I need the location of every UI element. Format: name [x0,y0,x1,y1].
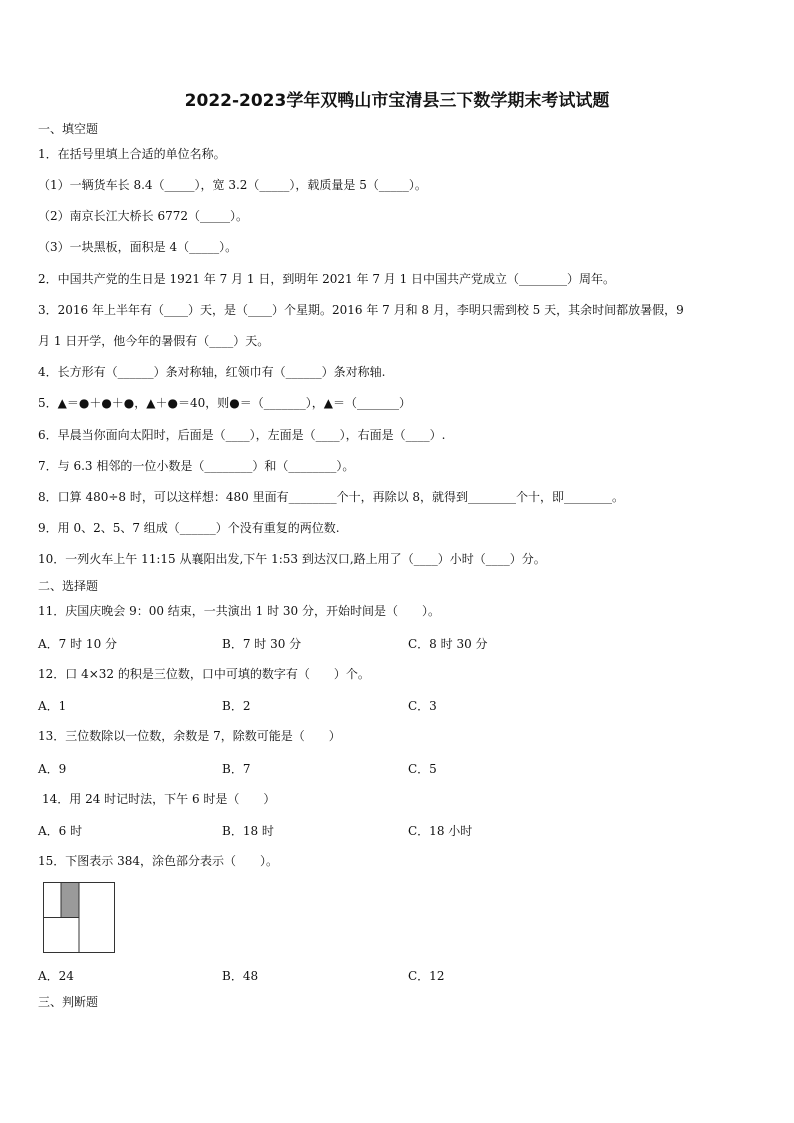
q12-option-b: B．2 [222,699,251,713]
q13-option-c: C．5 [408,762,437,776]
q15-option-c: C．12 [408,969,445,983]
q9: 9．用 0、2、5、7 组成（______）个没有重复的两位数. [38,521,340,535]
q15-option-b: B．48 [222,969,259,983]
section-true-false: 三、判断题 [38,995,99,1009]
q14-option-a: A．6 时 [38,824,83,838]
q10: 10．一列火车上午 11:15 从襄阳出发,下午 1:53 到达汉口,路上用了（____）小时（____）分。 [38,552,546,566]
q13-option-b: B．7 [222,762,251,776]
q7: 7．与 6.3 相邻的一位小数是（________）和（________）。 [38,459,355,473]
q15-stem: 15．下图表示 384，涂色部分表示（ ）。 [38,854,278,868]
q4: 4．长方形有（______）条对称轴，红领巾有（______）条对称轴. [38,365,386,379]
q12-stem: 12．口 4×32 的积是三位数，口中可填的数字有（ ）个。 [38,667,370,681]
q5: 5．▲＝●＋●＋●，▲＋●＝40，则●＝（_______），▲＝（_______） [38,396,411,410]
q1-part3: （3）一块黑板，面积是 4（_____）。 [38,240,238,254]
q13-option-a: A．9 [38,762,67,776]
section-choice: 二、选择题 [38,579,99,593]
q12-option-a: A．1 [38,699,67,713]
q12-option-c: C．3 [408,699,437,713]
section-fill-blank: 一、填空题 [38,122,99,136]
q11-option-c: C．8 时 30 分 [408,637,488,651]
q15-option-a: A．24 [38,969,74,983]
q8: 8．口算 480÷8 时，可以这样想：480 里面有________个十，再除以 8，就得到________个十，即________。 [38,490,625,504]
q3-line1: 3．2016 年上半年有（____）天，是（____）个星期。2016 年 7 月和 8 月，李明只需到校 5 天，其余时间都放暑假，9 [38,303,684,317]
q1-part1: （1）一辆货车长 8.4（_____），宽 3.2（_____），载质量是 5（_____）。 [38,178,427,192]
q14-option-c: C．18 小时 [408,824,473,838]
q2: 2．中国共产党的生日是 1921 年 7 月 1 日，到明年 2021 年 7 月 1 日中国共产党成立（________）周年。 [38,272,616,286]
figure-shaded-part [61,883,79,918]
q13-stem: 13．三位数除以一位数，余数是 7，除数可能是（ ） [38,729,341,743]
q11-option-a: A．7 时 10 分 [38,637,118,651]
q1-stem: 1．在括号里填上合适的单位名称。 [38,147,226,161]
page-title: 2022-2023学年双鸭山市宝清县三下数学期末考试试题 [184,91,610,111]
q6: 6．早晨当你面向太阳时，后面是（____），左面是（____），右面是（____）. [38,428,446,442]
q3-line2: 月 1 日开学，他今年的暑假有（____）天。 [38,334,270,348]
q11-stem: 11．庆国庆晚会 9：00 结束，一共演出 1 时 30 分，开始时间是（ ）。 [38,604,440,618]
q1-part2: （2）南京长江大桥长 6772（_____）。 [38,209,248,223]
q11-option-b: B．7 时 30 分 [222,637,302,651]
q14-stem: 14．用 24 时记时法，下午 6 时是（ ） [42,792,276,806]
q14-option-b: B．18 时 [222,824,274,838]
fraction-figure [43,882,115,953]
